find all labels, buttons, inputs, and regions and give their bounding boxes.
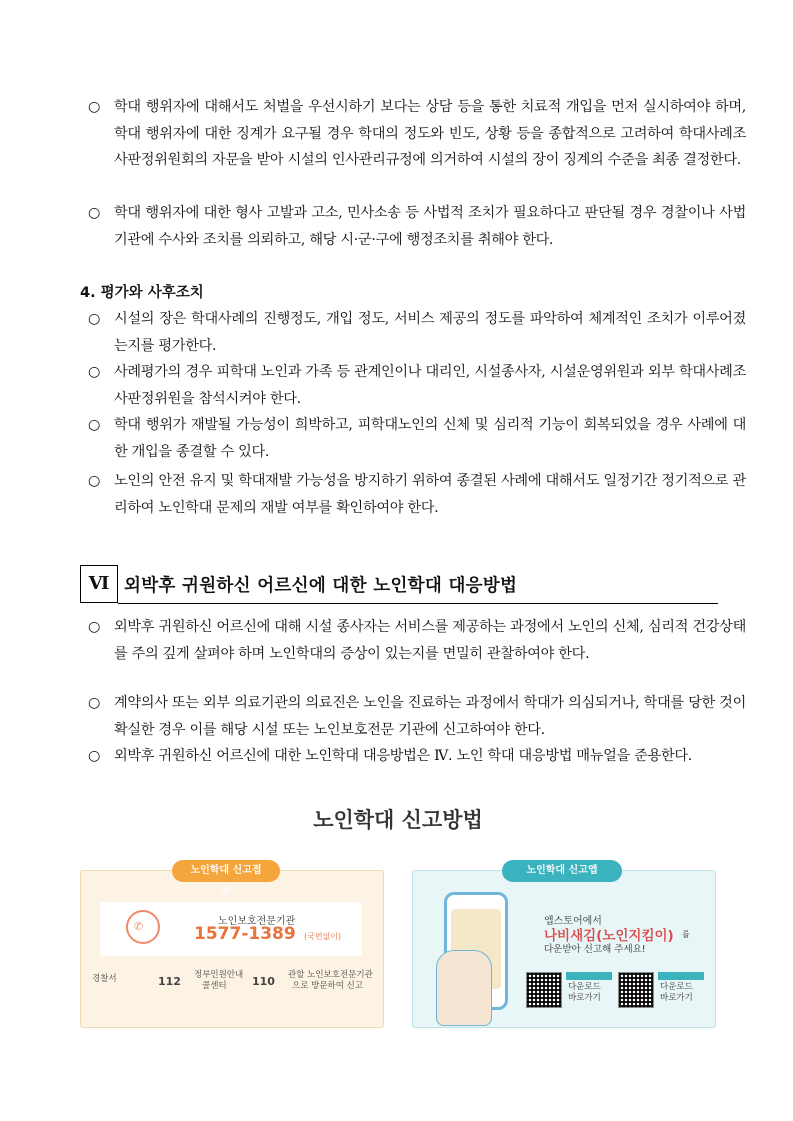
qr-download-link[interactable]: 다운로드 바로가기 xyxy=(568,982,601,1003)
infographic-title: 노인학대 신고방법 xyxy=(313,808,483,832)
app-name: 나비새김(노인지킴이) xyxy=(544,928,674,944)
paragraph-text: 학대 행위자에 대해서도 처벌을 우선시하기 보다는 상담 등을 통한 치료적 개입을 먼저 실시하여야 하며, 학대 행위자에 대한 징계가 요구될 경우 학대의 정도와 빈도, 상황 등을 종합적으로 고려하여 학대사례조사판정위원회의 자문을 받아 시설의 인사관리규정에 의거하여 시설의 장이 징계의 수준을 최종 결정한다. xyxy=(114,99,746,168)
paragraph-text: 계약의사 또는 외부 의료기관의 의료진은 노인을 진료하는 과정에서 학대가 의심되거나, 학대를 당한 것이 확실한 경우 이를 해당 시설 또는 노인보호전문 기관에 신고하여야 한다. xyxy=(114,695,746,738)
paragraph-text: 노인의 안전 유지 및 학대재발 가능성을 방지하기 위하여 종결된 사례에 대해서도 일정기간 정기적으로 관리하여 노인학대 문제의 재발 여부를 확인하여야 한다. xyxy=(114,473,746,516)
bullet-circle: ○ xyxy=(88,695,101,711)
hotline-number: 1577-1389 xyxy=(194,924,296,944)
appstore-text: 앱스토어에서 xyxy=(544,916,602,927)
paragraph xyxy=(88,690,746,743)
gov-number: 110 xyxy=(252,975,275,988)
bullet-circle: ○ xyxy=(88,364,101,380)
paragraph xyxy=(88,306,746,359)
qr-download-link[interactable]: 다운로드 바로가기 xyxy=(660,982,693,1003)
hand-icon xyxy=(436,950,492,1026)
report-infographic xyxy=(78,800,718,1032)
paragraph xyxy=(88,743,746,770)
qr-tag xyxy=(566,972,612,980)
bullet-circle: ○ xyxy=(88,205,101,221)
qr-tag xyxy=(658,972,704,980)
section-divider xyxy=(118,603,718,604)
bullet-circle: ○ xyxy=(88,748,101,764)
bullet-circle: ○ xyxy=(88,311,101,327)
hotline-pill: 노인학대 신고접수 xyxy=(172,860,280,882)
bullet-circle: ○ xyxy=(88,99,101,115)
section-title: 외박후 귀원하신 어르신에 대한 노인학대 대응방법 xyxy=(124,576,518,596)
bullet-circle: ○ xyxy=(88,473,101,489)
section-heading: 4. 평가와 사후조치 xyxy=(80,285,204,301)
gov-label: 정부민원안내 콜센터 xyxy=(194,970,244,991)
qr-code-icon[interactable] xyxy=(526,972,562,1008)
paragraph xyxy=(88,359,746,412)
paragraph-text: 사례평가의 경우 피학대 노인과 가족 등 관계인이나 대리인, 시설종사자, 시설운영위원과 외부 학대사례조사판정위원을 참석시켜야 한다. xyxy=(114,364,746,407)
bullet-circle: ○ xyxy=(88,417,101,433)
app-description: 다운받아 신고해 주세요! xyxy=(544,944,646,955)
paragraph xyxy=(88,614,746,667)
police-label: 경찰서 xyxy=(92,974,117,984)
hotline-org: 노인보호전문기관 xyxy=(218,916,296,927)
app-pill: 노인학대 신고앱 xyxy=(502,860,622,882)
paragraph-text: 외박후 귀원하신 어르신에 대해 시설 종사자는 서비스를 제공하는 과정에서 노인의 신체, 심리적 건강상태를 주의 깊게 살펴야 하며 노인학대의 증상이 있는지를 면밀히 관찰하여야 한다. xyxy=(114,619,746,662)
paragraph-text: 학대 행위가 재발될 가능성이 희박하고, 피학대노인의 신체 및 심리적 기능이 회복되었을 경우 사례에 대한 개입을 종결할 수 있다. xyxy=(114,417,746,460)
bullet-circle: ○ xyxy=(88,619,101,635)
section-number-box: Ⅵ xyxy=(80,565,118,603)
paragraph xyxy=(88,412,746,465)
app-name-suffix: 를 xyxy=(682,930,690,939)
paragraph xyxy=(88,94,746,174)
qr-code-icon[interactable] xyxy=(618,972,654,1008)
visit-label: 관할 노인보호전문기관 으로 방문하여 신고 xyxy=(288,970,373,991)
hotline-note: (국번없이) xyxy=(304,932,342,941)
paragraph-text: 외박후 귀원하신 어르신에 대한 노인학대 대응방법은 Ⅳ. 노인 학대 대응방법 매뉴얼을 준용한다. xyxy=(114,748,692,764)
phone-icon: ✆ xyxy=(126,910,160,944)
paragraph-text: 시설의 장은 학대사례의 진행정도, 개입 정도, 서비스 제공의 정도를 파악하여 체계적인 조치가 이루어졌는지를 평가한다. xyxy=(114,311,746,354)
paragraph xyxy=(88,468,746,521)
paragraph-text: 학대 행위자에 대한 형사 고발과 고소, 민사소송 등 사법적 조치가 필요하다고 판단될 경우 경찰이나 사법기관에 수사와 조치를 의뢰하고, 해당 시·군·구에 행정조치를 취해야 한다. xyxy=(114,205,746,248)
police-number: 112 xyxy=(158,975,181,988)
paragraph xyxy=(88,200,746,253)
